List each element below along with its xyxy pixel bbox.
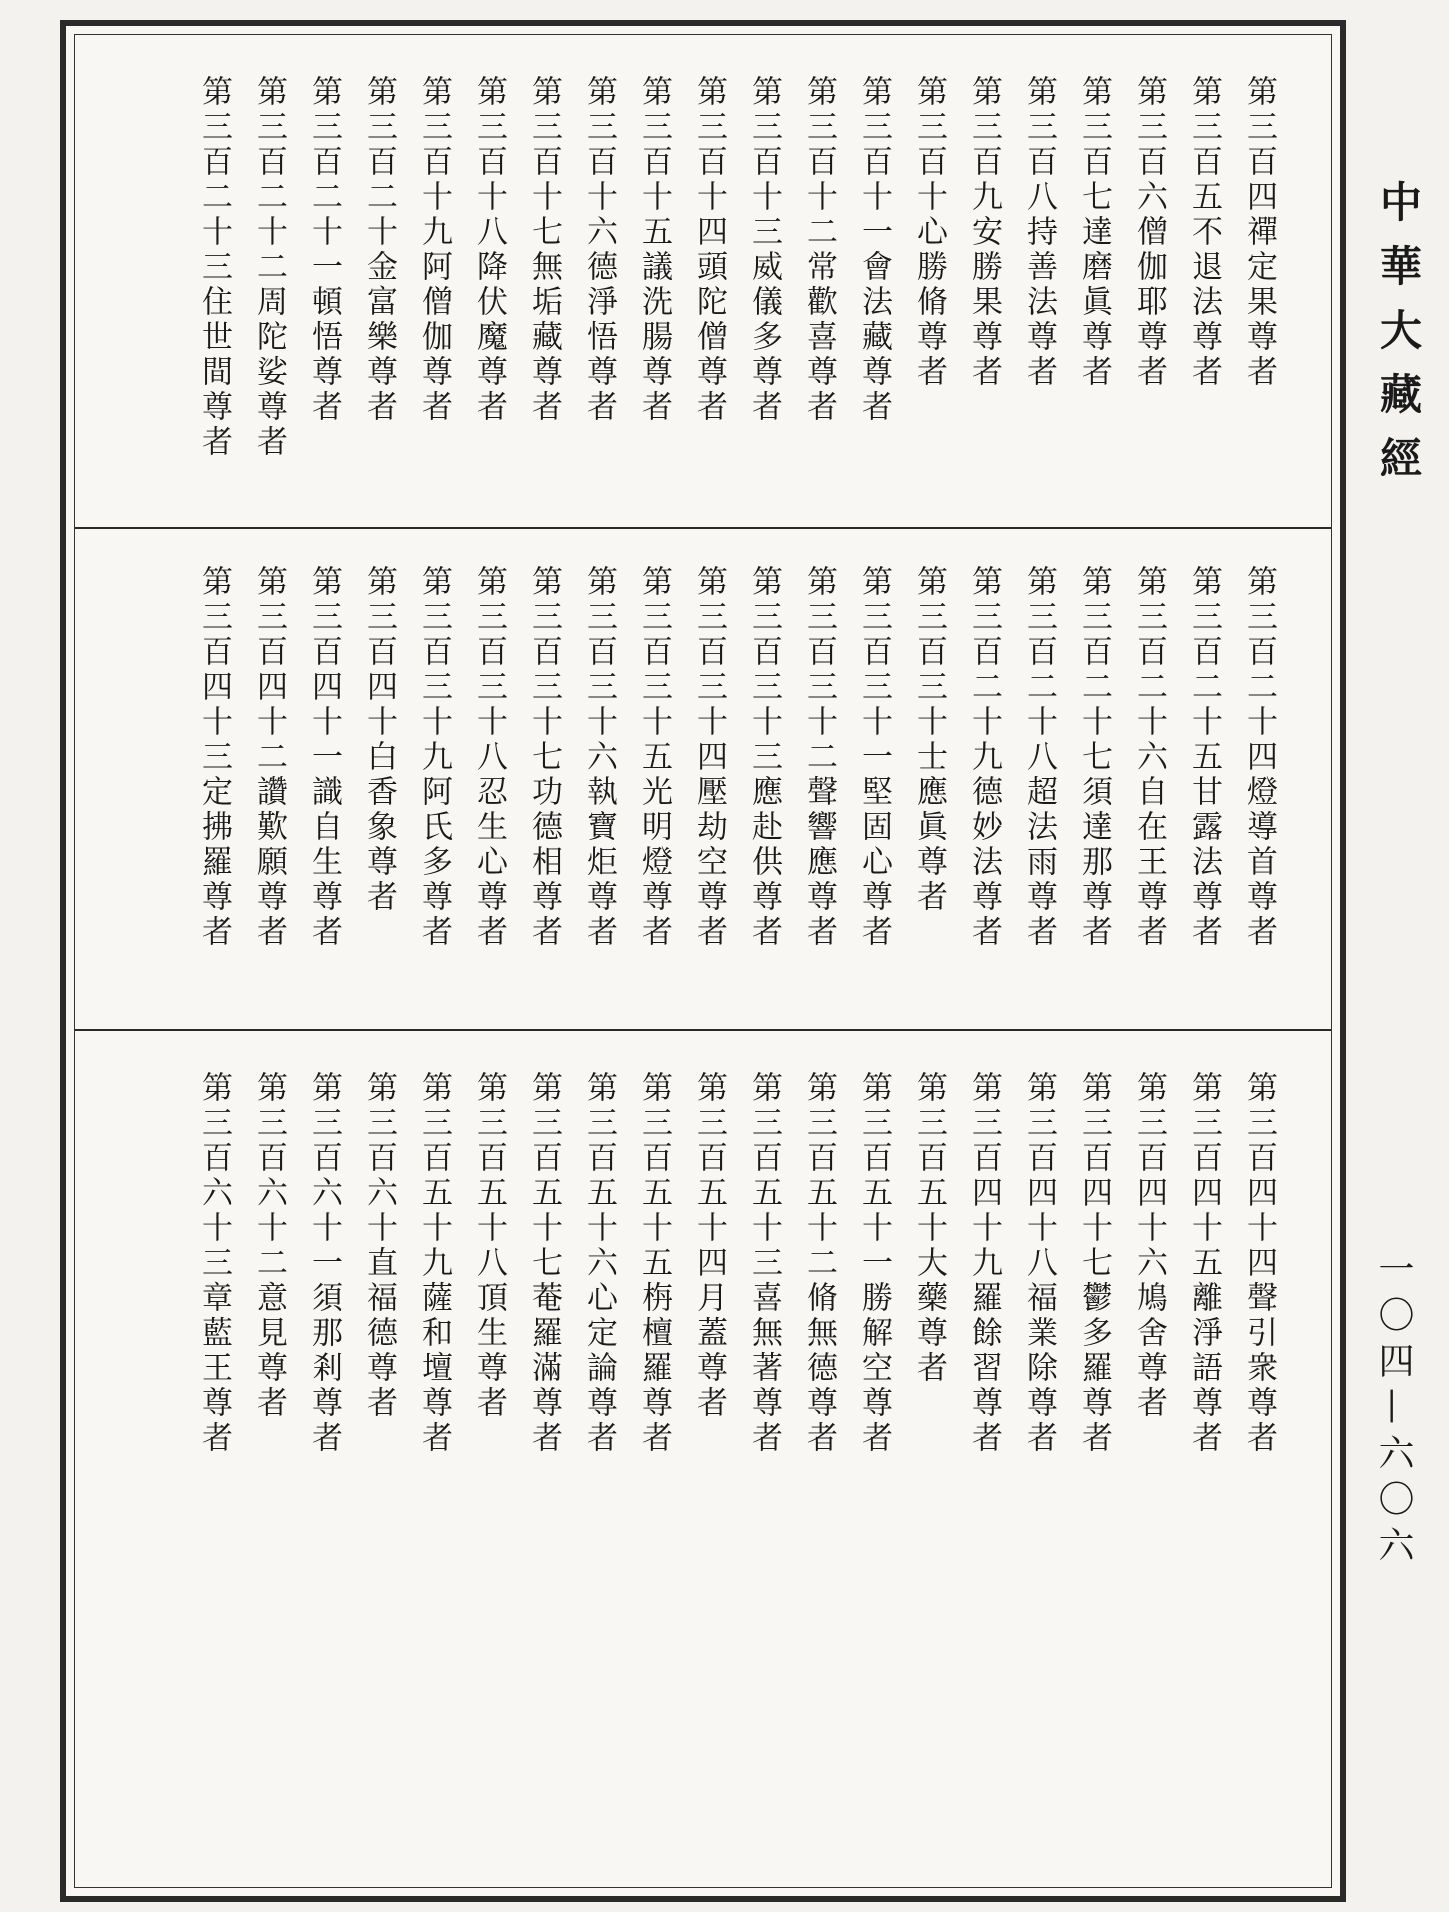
text-column: 第三百十七無垢藏尊者 — [526, 75, 562, 425]
inner-border — [74, 34, 1332, 1888]
text-column: 第三百五十五栴檀羅尊者 — [636, 1071, 672, 1456]
text-column: 第三百三十士應眞尊者 — [911, 565, 947, 915]
text-column: 第三百二十五甘露法尊者 — [1186, 565, 1222, 950]
text-column: 第三百五十大藥尊者 — [911, 1071, 947, 1386]
text-column: 第三百六僧伽耶尊者 — [1131, 75, 1167, 390]
text-column: 第三百五不退法尊者 — [1186, 75, 1222, 390]
text-column: 第三百六十三章藍王尊者 — [196, 1071, 232, 1456]
text-column: 第三百四十四聲引衆尊者 — [1241, 1071, 1277, 1456]
text-column: 第三百四十五離淨語尊者 — [1186, 1071, 1222, 1456]
text-column: 第三百十四頭陀僧尊者 — [691, 75, 727, 425]
text-column: 第三百五十七菴羅滿尊者 — [526, 1071, 562, 1456]
text-column: 第三百十一會法藏尊者 — [856, 75, 892, 425]
margin-title: 中華大藏經 — [1374, 180, 1423, 500]
text-column: 第三百二十八超法雨尊者 — [1021, 565, 1057, 950]
text-column: 第三百六十直福德尊者 — [361, 1071, 397, 1421]
text-column: 第三百二十三住世間尊者 — [196, 75, 232, 460]
text-column: 第三百六十一須那剎尊者 — [306, 1071, 342, 1456]
text-column: 第三百四十九羅餘習尊者 — [966, 1071, 1002, 1456]
text-column: 第三百三十五光明燈尊者 — [636, 565, 672, 950]
text-column: 第三百三十四壓劫空尊者 — [691, 565, 727, 950]
panel-divider — [75, 1029, 1331, 1031]
text-column: 第三百六十二意見尊者 — [251, 1071, 287, 1421]
panel-divider — [75, 527, 1331, 529]
text-column: 第三百十心勝脩尊者 — [911, 75, 947, 390]
text-column: 第三百十五議洗腸尊者 — [636, 75, 672, 425]
page-number: 一〇四—六〇六 — [1373, 1250, 1414, 1572]
text-column: 第三百四十二讚歎願尊者 — [251, 565, 287, 950]
text-column: 第三百四十八福業除尊者 — [1021, 1071, 1057, 1456]
text-panel-top — [75, 75, 1331, 515]
text-column: 第三百二十六自在王尊者 — [1131, 565, 1167, 950]
text-column: 第三百十三威儀多尊者 — [746, 75, 782, 425]
text-column: 第三百五十三喜無著尊者 — [746, 1071, 782, 1456]
text-column: 第三百五十九薩和壇尊者 — [416, 1071, 452, 1456]
text-column: 第三百四十一識自生尊者 — [306, 565, 342, 950]
text-column: 第三百四十七鬱多羅尊者 — [1076, 1071, 1112, 1456]
text-column: 第三百三十一堅固心尊者 — [856, 565, 892, 950]
text-column: 第三百四十六鳩舍尊者 — [1131, 1071, 1167, 1421]
text-column: 第三百二十金富樂尊者 — [361, 75, 397, 425]
text-column: 第三百三十七功德相尊者 — [526, 565, 562, 950]
text-column: 第三百五十二脩無德尊者 — [801, 1071, 837, 1456]
text-column: 第三百二十四燈導首尊者 — [1241, 565, 1277, 950]
text-column: 第三百二十九德妙法尊者 — [966, 565, 1002, 950]
text-column: 第三百二十七須達那尊者 — [1076, 565, 1112, 950]
text-column: 第三百三十九阿氏多尊者 — [416, 565, 452, 950]
text-column: 第三百五十一勝解空尊者 — [856, 1071, 892, 1456]
text-column: 第三百七達磨眞尊者 — [1076, 75, 1112, 390]
text-column: 第三百四十三定拂羅尊者 — [196, 565, 232, 950]
text-column: 第三百三十二聲響應尊者 — [801, 565, 837, 950]
text-column: 第三百二十一頓悟尊者 — [306, 75, 342, 425]
text-column: 第三百五十四月蓋尊者 — [691, 1071, 727, 1421]
text-column: 第三百十九阿僧伽尊者 — [416, 75, 452, 425]
text-panel-bottom — [75, 1071, 1331, 1511]
text-column: 第三百十六德淨悟尊者 — [581, 75, 617, 425]
text-column: 第三百四十白香象尊者 — [361, 565, 397, 915]
text-column: 第三百十二常歡喜尊者 — [801, 75, 837, 425]
text-column: 第三百五十八頂生尊者 — [471, 1071, 507, 1421]
text-column: 第三百四禪定果尊者 — [1241, 75, 1277, 390]
text-panel-middle — [75, 565, 1331, 1005]
text-column: 第三百八持善法尊者 — [1021, 75, 1057, 390]
page-frame — [60, 20, 1346, 1902]
text-column: 第三百九安勝果尊者 — [966, 75, 1002, 390]
text-column: 第三百五十六心定論尊者 — [581, 1071, 617, 1456]
text-column: 第三百十八降伏魔尊者 — [471, 75, 507, 425]
text-column: 第三百三十八忍生心尊者 — [471, 565, 507, 950]
text-column: 第三百二十二周陀娑尊者 — [251, 75, 287, 460]
text-column: 第三百三十六執寶炬尊者 — [581, 565, 617, 950]
text-column: 第三百三十三應赴供尊者 — [746, 565, 782, 950]
